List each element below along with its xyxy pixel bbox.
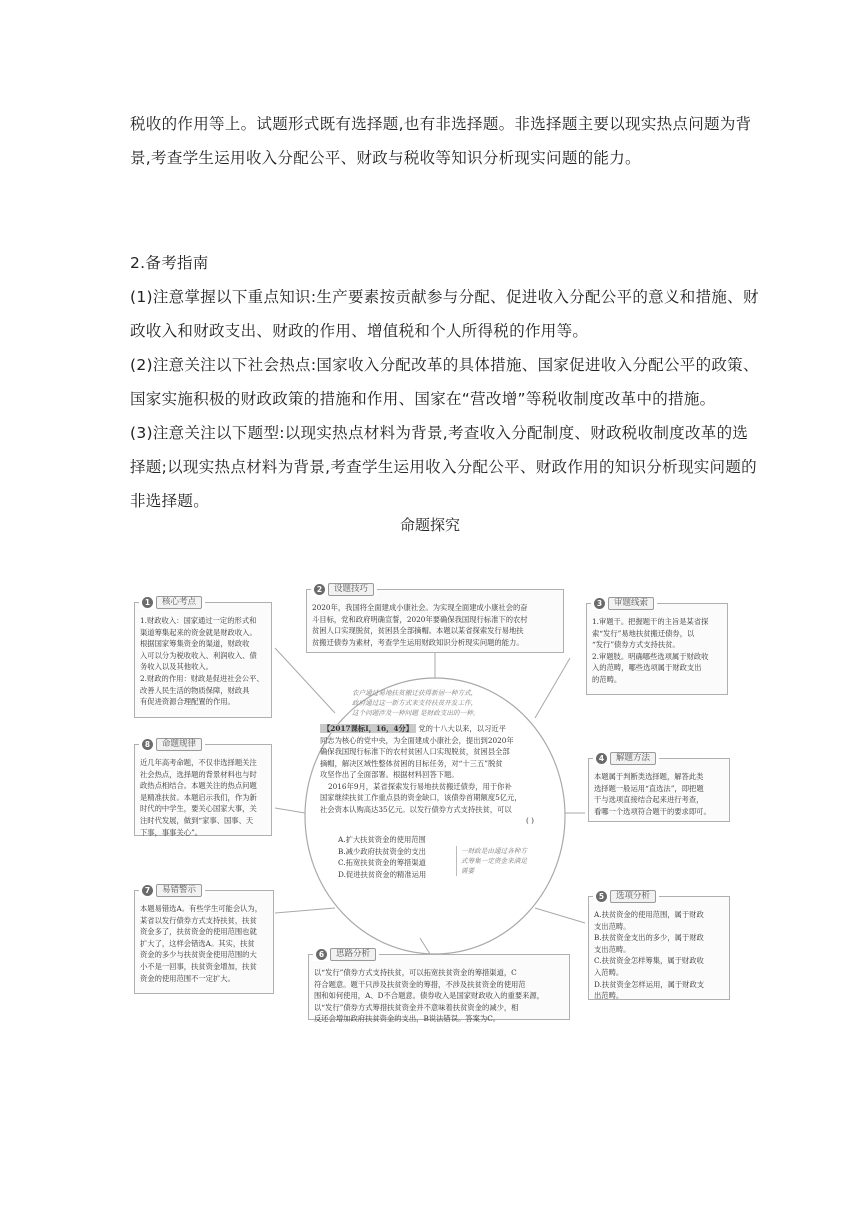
card-line: 以“发行”债券方式支持扶贫，可以拓宽扶贫资金的筹措渠道，C [314, 968, 517, 977]
card-line: 支出范畴。 [594, 921, 631, 931]
number-badge: 6 [316, 949, 327, 960]
card-line: 1.财政收入：国家通过一定的形式和 [140, 616, 257, 625]
card-line: 的范畴。 [592, 674, 622, 684]
card-label: 易错警示 [156, 884, 202, 898]
card-core-concepts [134, 596, 272, 718]
card-line: 某省以发行债券方式支持扶贫，扶贫 [140, 915, 257, 925]
card-line: 扩大了，这样会错选A。其实，扶贫 [140, 938, 255, 948]
card-line: 下事，事事关心”。 [140, 827, 203, 837]
card-label: 核心考点 [156, 596, 202, 610]
guide-line: 择题;以现实热点材料为背景,考查学生运用收入分配公平、财政作用的知识分析现实问题的 [130, 458, 757, 476]
card-option-analysis [588, 890, 730, 1001]
number-badge: 1 [142, 597, 153, 608]
guide-line: (3)注意关注以下题型:以现实热点材料为背景,考查收入分配制度、财政税收制度改革的选 [130, 424, 749, 442]
card-header [313, 948, 379, 961]
stem-line: 社会资本认购高达35亿元。以发行债券方式支持扶贫，可以 [320, 804, 512, 814]
card-line: 有促进资源合理配置的作用。 [140, 697, 235, 707]
card-question-trends [134, 738, 272, 837]
card-header [139, 738, 205, 751]
card-header [139, 884, 205, 897]
card-line: 贫搬迁债券为素材，考查学生运用财政知识分析现实问题的能力。 [312, 637, 524, 647]
card-line: 务收入以及其他收入。 [140, 662, 213, 672]
text-line: 景,考查学生运用收入分配公平、财政与税收等知识分析现实问题的能力。 [130, 149, 641, 167]
option-b: B.减少政府扶贫资金的支出 [338, 846, 426, 856]
card-line: 根据国家筹集资金的渠道，财政收 [140, 639, 250, 649]
stem-line: 同志为核心的党中央，为全面建成小康社会，提出到2020年 [320, 735, 514, 745]
note-line: 式筹集一定资金来满足 [461, 857, 527, 865]
card-line: 1.审题干。把握题干的主旨是某省探 [592, 617, 709, 626]
note-line: 这个问题涉及一种问题 是财政支出的一种。 [352, 709, 480, 717]
text-line: 税收的作用等上。试题形式既有选择题,也有非选择题。非选择题主要以现实热点问题为背 [130, 115, 752, 133]
card-line: 社会热点，选择题的背景材料也与时 [140, 769, 257, 779]
note-line: 政府通过这一新方式来支持扶贫开发工作， [352, 699, 478, 707]
card-line: 资金的多少与扶贫资金使用范围的大 [140, 950, 257, 960]
card-design-skills [306, 583, 564, 653]
card-line: 围和如何使用，A、D不合题意。债券收入是国家财政收入的重要来源， [314, 991, 545, 1001]
option-c: C.拓宽扶贫资金的筹措渠道 [338, 858, 426, 867]
card-header [139, 596, 205, 609]
card-line: 资金的使用范围不一定扩大。 [140, 973, 235, 983]
note-line: 一财政是由通过各种方 [461, 847, 527, 855]
card-line: 近几年高考命题，不仅非选择题关注 [140, 758, 257, 767]
card-line: 2.审题肢。明确哪些选项属于财政收 [592, 651, 709, 661]
card-line: 以“发行”债券方式筹措扶贫资金并不意味着扶贫资金的减少，相 [314, 1002, 519, 1012]
card-line: 索“发行”易地扶贫搬迁债券，以 [592, 628, 695, 638]
option-a: A.扩大扶贫资金的使用范围 [338, 835, 426, 844]
card-line: C.扶贫资金怎样筹集，属于财政收 [594, 956, 704, 966]
card-line: 符合题意。题干只涉及扶贫资金的筹措，不涉及扶贫资金的使用范 [314, 979, 526, 989]
card-line: 2020年，我国将全面建成小康社会。为实现全面建成小康社会的奋 [312, 603, 528, 612]
card-line: “发行”债券方式支持扶贫。 [592, 640, 680, 650]
intro-paragraph [130, 107, 752, 175]
handwritten-note-side [456, 846, 551, 876]
card-header [591, 597, 657, 610]
guide-line: 国家实施积极的财政政策的措施和作用、国家在“营改增”等税收制度改革中的措施。 [130, 390, 716, 408]
card-thinking-analysis [308, 948, 570, 1024]
card-line: 本题易错选A。有些学生可能会认为， [140, 904, 263, 913]
card-line: 选择题一般运用“直选法”，即把题 [594, 783, 704, 793]
card-header [593, 890, 659, 903]
number-badge: 7 [142, 885, 153, 896]
card-line: A.扶贫资金的使用范围，属于财政 [594, 910, 704, 919]
card-label: 审题线索 [608, 597, 654, 611]
card-line: 渠道筹集起来的资金就是财政收入。 [140, 627, 257, 637]
card-line: 改善人民生活的物质保障，财政具 [140, 685, 250, 695]
question-analysis-diagram [130, 578, 734, 1025]
card-line: B.扶贫资金支出的多少，属于财政 [594, 933, 704, 943]
card-line: 入的范畴，哪些选项属于财政支出 [592, 663, 702, 673]
card-line: 2.财政的作用：财政是促进社会公平、 [140, 673, 264, 683]
diagram-title: 命题探究 [399, 516, 460, 534]
guide-line: 政收入和财政支出、财政的作用、增值税和个人所得税的作用等。 [130, 322, 589, 340]
card-label: 命题规律 [156, 738, 202, 752]
card-header [311, 583, 377, 596]
answer-blank: ( ) [525, 816, 534, 825]
card-line: 干与选项直接结合起来进行考查， [594, 795, 704, 805]
number-badge: 2 [314, 584, 325, 595]
stem-line: 2016年9月，某省探索发行易地扶贫搬迁债券，用于你补 [328, 781, 512, 791]
number-badge: 4 [596, 753, 607, 764]
stem-line: 确保我国现行标准下的农村贫困人口实现脱贫，贫困县全部 [320, 747, 510, 756]
card-label: 解题方法 [610, 752, 656, 766]
card-line: 是精准扶贫。本题启示我们，作为新 [140, 792, 257, 802]
note-line: 农户通过易地扶贫搬迁获得新居一种方式， [352, 689, 478, 697]
card-label: 设题技巧 [328, 583, 374, 597]
card-line: 时代的中学生，要关心国家大事，关 [140, 804, 257, 814]
question-options [338, 834, 468, 880]
card-line: 注时代发展，做到“家事、国事、天 [140, 815, 254, 825]
guide-section [130, 246, 759, 518]
card-line: 政热点相结合。本题关注的热点问题 [140, 781, 257, 791]
card-line: 小不是一回事，扶贫资金增加，扶贫 [140, 961, 257, 971]
card-line: 出范畴。 [594, 991, 624, 1001]
card-line: 贫困人口实现脱贫，贫困县全部摘帽。本题以某省探索发行易地扶 [312, 626, 524, 636]
question-stem [320, 723, 556, 827]
note-line: 需要 [461, 867, 475, 875]
number-badge: 3 [594, 598, 605, 609]
card-line: 资金多了，扶贫资金的使用范围也就 [140, 927, 257, 937]
card-line: 看哪一个选项符合题干的要求即可。 [594, 806, 711, 816]
card-line: 反还会增加政府扶贫资金的支出，B说法错误。答案为C。 [314, 1014, 501, 1024]
card-line: 入可以分为税收收入、利润收入、债 [140, 650, 257, 660]
card-header [593, 752, 659, 765]
stem-line: 摘帽，解决区域性整体贫困的目标任务，对“十三五”脱贫 [320, 758, 503, 768]
guide-line: (2)注意关注以下社会热点:国家收入分配改革的具体措施、国家促进收入分配公平的政策、 [130, 356, 759, 374]
handwritten-note-top [352, 688, 522, 718]
card-line: 支出范畴。 [594, 944, 631, 954]
question-source: 【2017课标Ⅰ，16，4分】 [320, 724, 416, 733]
guide-line: (1)注意掌握以下重点知识:生产要素按贡献参与分配、促进收入分配公平的意义和措施、财 [130, 288, 759, 306]
card-error-warning [134, 884, 274, 994]
stem-line: 攻坚作出了全面部署。根据材料回答下题。 [320, 770, 459, 779]
stem-line [320, 723, 556, 735]
card-review-clues [586, 597, 728, 695]
card-line: 斗目标，党和政府明确宣誓，2020年要确保我国现行标准下的农村 [312, 614, 528, 624]
option-d: D.促进扶贫资金的精准运用 [338, 869, 427, 879]
section-title: 2.备考指南 [130, 254, 209, 272]
card-line: 本题属于判断类选择题，解答此类 [594, 772, 704, 781]
stem-line: 国家继续扶贫工作重点县的资金缺口，该债券首期额度5亿元， [320, 793, 522, 802]
number-badge: 5 [596, 891, 607, 902]
card-line: 入范畴。 [594, 967, 624, 977]
guide-line: 非选择题。 [130, 492, 210, 510]
stem-text: 党的十八大以来，以习近平 [418, 724, 506, 733]
card-line: D.扶贫资金怎样运用，属于财政支 [594, 979, 705, 989]
card-solving-method [588, 752, 730, 822]
card-label: 选项分析 [610, 890, 656, 904]
number-badge: 8 [142, 739, 153, 750]
card-label: 思路分析 [330, 948, 376, 962]
